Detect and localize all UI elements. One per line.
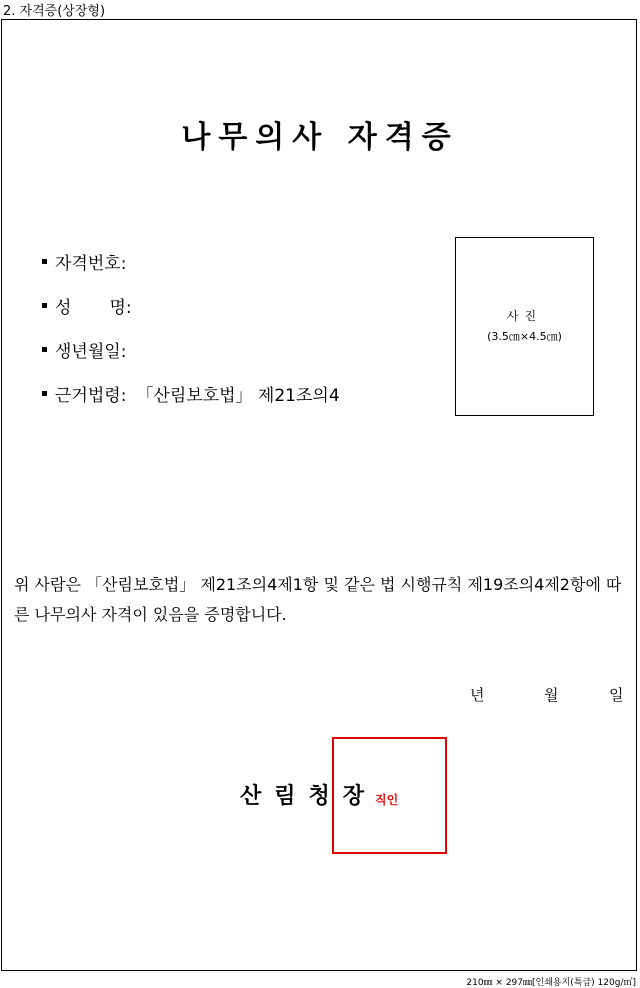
field-label-right: 명: (109, 298, 132, 318)
certification-statement: 위 사람은 「산림보호법」 제21조의4제1항 및 같은 법 시행규칙 제19조의4제2항에 따른 나무의사 자격이 있음을 증명합니다. (14, 575, 622, 624)
field-name (42, 293, 132, 318)
field-label: 근거법령: (55, 386, 127, 406)
field-legal-basis (42, 381, 340, 406)
certificate-title: 나무의사 자격증 (181, 120, 459, 155)
date-day: 일 (609, 686, 624, 704)
field-qualification-number (42, 249, 126, 274)
field-label: 자격번호: (55, 254, 127, 274)
issuer-name: 산림청장 (240, 784, 378, 809)
paper-spec-footer: 210㎜ × 297㎜[인쇄용지(특급) 120g/㎡] (466, 978, 636, 988)
date-year: 년 (470, 686, 485, 704)
field-label-left: 성 (55, 298, 72, 318)
bullet-icon (42, 347, 47, 352)
photo-box (455, 237, 594, 416)
date-month: 월 (544, 686, 559, 704)
field-label: 생년월일: (55, 342, 127, 362)
bullet-icon (42, 391, 47, 396)
certificate-frame (1, 19, 637, 971)
field-value: 「산림보호법」 제21조의4 (136, 386, 340, 406)
seal-text: 직인 (375, 793, 399, 807)
bullet-icon (42, 259, 47, 264)
bullet-icon (42, 303, 47, 308)
section-label: 2. 자격증(상장형) (3, 4, 106, 19)
field-birthdate (42, 337, 126, 362)
photo-label: 사진 (506, 309, 543, 323)
photo-size: (3.5㎝×4.5㎝) (487, 330, 562, 343)
